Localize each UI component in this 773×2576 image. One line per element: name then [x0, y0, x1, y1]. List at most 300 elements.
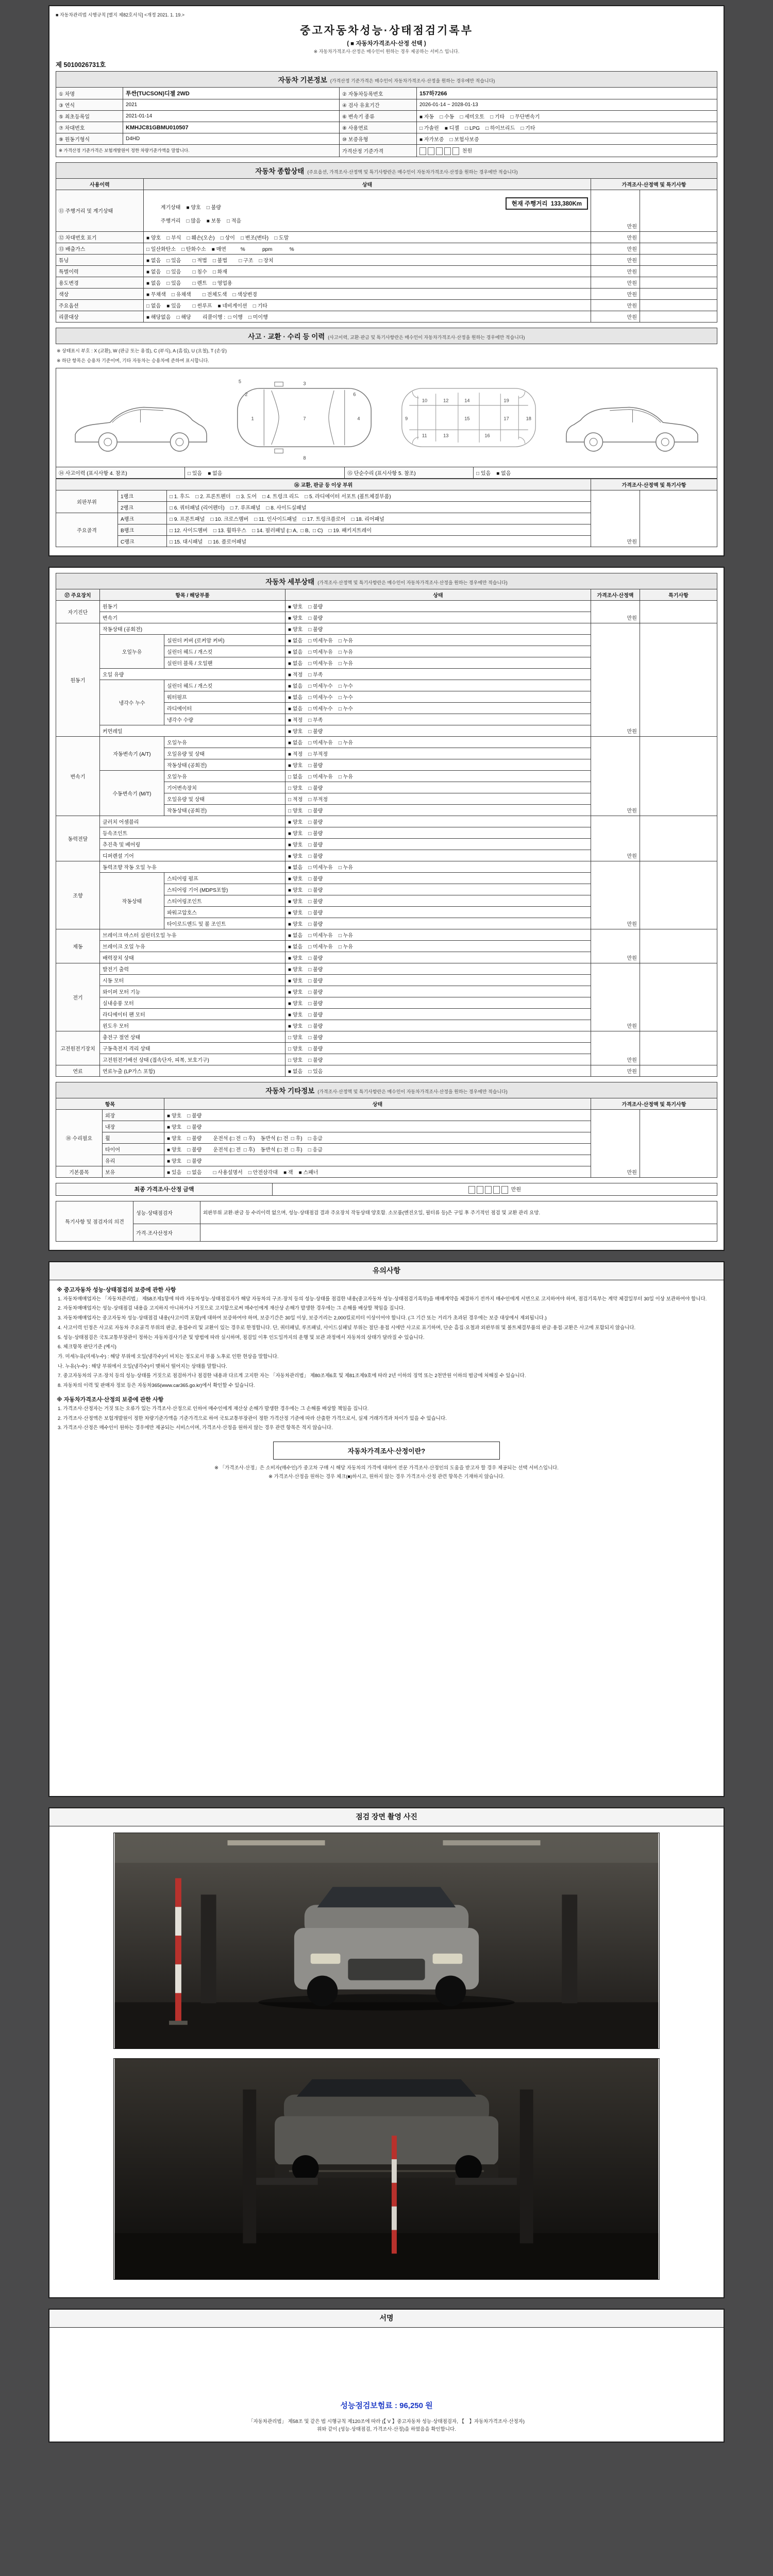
part-cell: 실린더 헤드 / 개스킷 — [164, 680, 285, 691]
state-cell: □ 양호 □ 불량 — [285, 782, 591, 793]
group-cell: 자기진단 — [56, 600, 100, 623]
col-item: 항목 / 해당부품 — [100, 589, 285, 600]
state-cell: □ 없음 □ 미세누유 □ 누유 — [285, 770, 591, 782]
table-row — [56, 1109, 717, 1121]
car-name-value: 투싼(TUCSON)디젤 2WD — [123, 88, 340, 99]
group-cell: 조향 — [56, 861, 100, 929]
price-survey-definition-text: ※ 가격조사·산정을 원하는 경우 체크(■)하시고, 원하지 않는 경우 가격조사·산정 관련 항목은 기재하지 않습니다. — [268, 1474, 505, 1480]
sub-item-cell: 수동변속기 (M/T) — [100, 770, 164, 816]
car-diagram-side-right — [557, 375, 709, 460]
price-cell: 만원 — [591, 190, 640, 231]
engine-type-value: D4HD — [123, 133, 340, 145]
col-price: 가격조사·산정액 및 특기사항 — [591, 1098, 717, 1109]
col-state: 상태 — [144, 178, 591, 190]
item-cell: 브레이크 마스터 실린더오일 누유 — [100, 929, 285, 940]
diagram-number: 13 — [443, 433, 449, 438]
price-cell: 만원 — [591, 816, 640, 861]
table-row — [56, 162, 717, 178]
price-cell: 만원 — [591, 623, 640, 736]
part-cell: 파워고압호스 — [164, 906, 285, 918]
section-note: (가격조사·산정액 및 특기사항란은 매수인이 자동차가격조사·산정을 원하는 경우에만 적습니다) — [317, 580, 508, 585]
diagram-number: 12 — [443, 398, 449, 403]
table-row — [56, 99, 717, 111]
state-cell: ■ 양호 □ 불량 — [285, 725, 591, 736]
state-cell: ■ 양호 □ 불량 — [285, 872, 591, 884]
price-cell: 만원 — [591, 929, 640, 963]
table-row — [56, 72, 717, 88]
item-cell: 클러치 어셈블리 — [100, 816, 285, 827]
price-cell: 만원 — [591, 277, 640, 288]
row-label-cell: 내장 — [103, 1121, 164, 1132]
state-cell: ■ 양호 □ 불량 — [285, 850, 591, 861]
floor — [114, 2233, 658, 2279]
section-title: 자동차 세부상태 — [265, 578, 315, 586]
note-cell — [640, 254, 717, 265]
part-cell: 라디에이터 — [164, 702, 285, 714]
digit-box — [419, 147, 426, 155]
item-cell: 연료누출 (LP가스 포함) — [100, 1065, 285, 1076]
table-row — [56, 231, 717, 243]
part-cell: 스티어링조인트 — [164, 895, 285, 906]
digit-box — [501, 1186, 508, 1194]
state-cell: ■ 양호 □ 불량 — [164, 1109, 591, 1121]
currency-unit: 천원 — [462, 148, 473, 154]
col-state: 상태 — [164, 1098, 591, 1109]
state-cell: ■ 적정 □ 부족 — [285, 714, 591, 725]
table-row — [56, 277, 717, 288]
table-row — [56, 265, 717, 277]
note-cell — [640, 861, 717, 929]
car-silhouette-raised — [256, 2079, 517, 2185]
part-cell: 작동상태 (공회전) — [164, 759, 285, 770]
section-title: 자동차 기본정보 — [278, 76, 327, 84]
diagram-number: 19 — [503, 398, 509, 403]
state-cell: □ 양호 □ 불량 — [285, 1031, 591, 1042]
section-note: (가격산정 기준가격은 매수인이 자동차가격조사·산정을 원하는 경우에만 적습니다) — [330, 78, 495, 83]
table-row — [56, 479, 717, 490]
price-cell: 만원 — [591, 231, 640, 243]
item-cell: 등속조인트 — [100, 827, 285, 838]
table-row — [56, 1031, 717, 1042]
group-cell: 원동기 — [56, 623, 100, 736]
group-cell: 연료 — [56, 1065, 100, 1076]
ceiling-light — [227, 1840, 325, 1845]
car-diagram-strip — [56, 368, 717, 467]
state-cell: ■ 양호 □ 불량 — [285, 827, 591, 838]
item-cell: 브레이크 오일 누유 — [100, 940, 285, 952]
state-cell: ■ 양호 □ 불량 — [285, 884, 591, 895]
item-cell: 커먼레일 — [100, 725, 285, 736]
state-cell: ■ 양호 □ 불량 — [285, 986, 591, 997]
doc-subnote: ※ 자동차가격조사·산정은 매수인이 원하는 경우 제공하는 서비스 입니다. — [313, 49, 460, 54]
state-cell: ■ 없음 □ 미세누수 □ 누수 — [285, 702, 591, 714]
opinion-head: 특기사항 및 점검자의 의견 — [56, 1201, 133, 1241]
state-cell: □ 없음 ■ 있음 □ 썬루프 ■ 네비게이션 □ 기타 — [144, 299, 591, 311]
section-title: 자동차 종합상태 — [255, 167, 305, 175]
state-cell: ■ 해당없음 □ 해당 리콜이행 : □ 이행 □ 미이행 — [144, 311, 591, 322]
row-label-cell: ⑪ 주행거리 및 계기상태 — [56, 190, 144, 231]
appraiser-label: 가격·조사산정자 — [133, 1224, 200, 1241]
main-frame-group: 주요골격 — [56, 513, 118, 547]
digit-box — [493, 1186, 500, 1194]
digit-box — [436, 147, 443, 155]
table-row — [56, 490, 717, 501]
section-note: (주요옵션, 가격조사·산정액 및 특기사항란은 매수인이 자동차가격조사·산정을 원하는 경우에만 적습니다) — [307, 169, 518, 175]
state-cell: ■ 양호 □ 불량 — [285, 974, 591, 986]
table-row — [56, 589, 717, 600]
item-cell: 작동상태 (공회전) — [100, 623, 285, 634]
table-row — [56, 573, 717, 589]
note-cell — [640, 190, 717, 231]
price-cell: 만원 — [591, 736, 640, 816]
rank-items: □ 9. 프론트패널 □ 10. 크로스멤버 □ 11. 인사이드패널 □ 17. 트렁크플로어 □ 18. 리어패널 — [167, 513, 591, 524]
overall-status-table — [56, 162, 717, 323]
state-cell: □ 양호 □ 불량 — [285, 804, 591, 816]
item-cell: 구동축전지 격리 상태 — [100, 1042, 285, 1054]
model-year-value: 2021 — [123, 99, 340, 111]
state-cell: ■ 양호 □ 불량 — [285, 623, 591, 634]
table-row — [56, 178, 717, 190]
diagram-number: 7 — [303, 416, 306, 421]
state-cell: ■ 양호 □ 불량 — [285, 895, 591, 906]
part-cell: 타이로드엔드 및 볼 조인트 — [164, 918, 285, 929]
notice-item: 3. 가격조사·산정은 매수인이 원하는 경우에만 제공되는 서비스이며, 가격조사·산정을 원하지 않는 경우 관련 항목은 적지 않습니다. — [58, 1425, 333, 1431]
state-cell: ■ 양호 □ 불량 — [285, 906, 591, 918]
table-row — [56, 929, 717, 940]
state-cell: □ 양호 □ 불량 — [285, 1042, 591, 1054]
field-label: ⑤ 최초등록일 — [56, 111, 123, 122]
state-cell: ■ 양호 □ 불량 — [164, 1155, 591, 1166]
col-item: 항목 — [56, 1098, 164, 1109]
section-overall-header — [56, 162, 717, 178]
note-cell — [640, 288, 717, 299]
sub-item-cell: 냉각수 누수 — [100, 680, 164, 725]
digit-box — [452, 147, 459, 155]
digit-box — [477, 1186, 483, 1194]
state-cell: ■ 없음 □ 있음 — [285, 1065, 591, 1076]
state-cell: ■ 없음 □ 있음 □ 렌트 □ 영업용 — [144, 277, 591, 288]
note-cell — [640, 265, 717, 277]
row-label-cell: 리콜대상 — [56, 311, 144, 322]
notice-item: 5. 성능·상태점검은 국토교통부장관이 정하는 자동차검사기준 및 방법에 따라 실시하며, 점검일 이후 인도일까지의 운행 및 보관 과정에서 자동차의 상태가 달라질 수 있습니다. — [58, 1334, 425, 1341]
note-cell — [640, 299, 717, 311]
field-label: ④ 검사 유효기간 — [340, 99, 417, 111]
state-cell: ■ 없음 □ 있음 □ 적법 □ 불법 □ 구조 □ 장치 — [144, 254, 591, 265]
state-cell: ■ 양호 □ 불량 — [285, 838, 591, 850]
table-row — [56, 1082, 717, 1098]
note-cell — [640, 623, 717, 736]
table-row — [56, 88, 717, 99]
note-cell — [640, 311, 717, 322]
inspector-label: 성능·상태점검자 — [133, 1201, 200, 1224]
price-cell: 만원 — [591, 299, 640, 311]
notice-item: 4. 사고이력 인정은 사고로 자동차 주요골격 부위의 판금, 용접수리 및 교환이 있는 경우로 한정합니다. 단, 쿼터패널, 루프패널, 사이드실패널 부위는 절단·용접 시에만 사고로 표기하며, 단순 흠집·요철과 외판부위 및 볼트체결부품의 판금·용접·교환은 사고에 포함되지 않습니다. — [58, 1325, 636, 1331]
notice-item: 가. 미세누유(미세누수) : 해당 부위에 오일(냉각수)이 비치는 정도로서 부품 노후로 인한 현상을 말합니다. — [58, 1354, 279, 1360]
photos-title: 점검 장면 촬영 사진 — [49, 1808, 724, 1826]
group-cell: 제동 — [56, 929, 100, 963]
item-cell: 시동 모터 — [100, 974, 285, 986]
state-cell: ■ 적정 □ 부족 — [285, 668, 591, 680]
base-price-value — [417, 145, 717, 157]
row-label-cell: 타이어 — [103, 1143, 164, 1155]
part-cell: 냉각수 수량 — [164, 714, 285, 725]
table-row — [56, 111, 717, 122]
item-cell: 라디에이터 팬 모터 — [100, 1008, 285, 1020]
photo-wrap — [56, 1833, 717, 2280]
part-cell: 오일누유 — [164, 770, 285, 782]
item-cell: 변속기 — [100, 612, 285, 623]
col-usage: 사용이력 — [56, 178, 144, 190]
state-cell: ■ 양호 □ 부식 □ 훼손(오손) □ 상이 □ 변조(변타) □ 도말 — [144, 231, 591, 243]
inspection-photo-front — [113, 1833, 660, 2049]
notice-item: 2. 가격조사·산정액은 보험개발원이 정한 차량기준가액을 기준가격으로 하여 국토교통부장관이 정한 가격산정 기준에 따라 산출한 가격으로서, 실제 거래가격과 차이가 있을 수 있습니다. — [58, 1415, 447, 1421]
state-cell: ■ 양호 □ 불량 — [285, 997, 591, 1008]
field-label: ⑥ 변속기 종류 — [340, 111, 417, 122]
price-cell: 만원 — [591, 490, 640, 547]
state-cell: □ 양호 □ 불량 — [285, 1054, 591, 1065]
price-cell: 만원 — [591, 600, 640, 623]
part-cell: 실린더 커버 (로커암 커버) — [164, 634, 285, 646]
state-cell — [144, 190, 591, 231]
sub-item-cell: 오일누유 — [100, 634, 164, 668]
part-cell: 실린더 헤드 / 개스킷 — [164, 646, 285, 657]
sub-item-cell: 작동상태 — [100, 872, 164, 929]
table-row — [56, 1098, 717, 1109]
sub-item-cell: 자동변속기 (A/T) — [100, 736, 164, 770]
field-label: ⑧ 사용연료 — [340, 122, 417, 133]
item-cell: 동력조향 작동 오일 누유 — [100, 861, 285, 872]
part-cell: 오일누유 — [164, 736, 285, 748]
lift-arm — [455, 2178, 516, 2185]
car-diagram-side-left — [64, 375, 216, 460]
table-row — [56, 190, 717, 231]
row-label-cell: 유리 — [103, 1155, 164, 1166]
panel-notice — [48, 1261, 725, 1797]
inspection-photo-underbody — [113, 2058, 660, 2280]
ceiling-light — [443, 1840, 540, 1845]
note-cell — [640, 963, 717, 1031]
part-cell: 오일유량 및 상태 — [164, 748, 285, 759]
simple-repair-value: □ 있음 ■ 없음 — [474, 467, 717, 478]
inspector-opinion-text: 외판부위 교환·판금 등 수리이력 없으며, 성능·상태점검 결과 주요장치 작동상태 양호함. 소모품(엔진오일, 필터류 등)은 구입 후 주기적인 점검 및 교환 관리 요망. — [200, 1201, 717, 1224]
row-label-cell: ⑬ 배출가스 — [56, 243, 144, 254]
basic-items-group: 기본품목 — [56, 1166, 103, 1177]
item-cell: 추진축 및 베어링 — [100, 838, 285, 850]
item-cell: 실내송풍 모터 — [100, 997, 285, 1008]
section-basic-header — [56, 72, 717, 88]
table-row — [56, 467, 717, 478]
notice-item: 7. 중고자동차의 구조·장치 등의 성능·상태를 거짓으로 점검하거나 점검한 내용과 다르게 고지한 자는 「자동차관리법」 제80조제6호 및 제81조제9호에 따라 2년 이하의 징역 또는 2천만원 이하의 벌금에 처해질 수 있습니다. — [58, 1373, 526, 1379]
price-cell: 만원 — [591, 311, 640, 322]
state-cell: ■ 없음 □ 미세누유 □ 누유 — [285, 929, 591, 940]
note-cell — [640, 929, 717, 963]
item-cell: 원동기 — [100, 600, 285, 612]
note-cell — [640, 816, 717, 861]
state-cell: ■ 없음 □ 미세누유 □ 누유 — [285, 940, 591, 952]
signature-space — [56, 2333, 717, 2395]
state-cell: ■ 없음 □ 미세누유 □ 누유 — [285, 646, 591, 657]
state-cell: □ 적정 □ 부적정 — [285, 793, 591, 804]
first-registration-value: 2021-01-14 — [123, 111, 340, 122]
inspection-insurance-fee: 성능점검보험료 : 96,250 원 — [340, 2401, 433, 2410]
final-price-value — [273, 1183, 717, 1195]
state-cell: ■ 양호 □ 불량 — [285, 952, 591, 963]
field-label: 가격산정 기준가격 — [340, 145, 417, 157]
notice-item: 2. 자동차매매업자는 성능·상태점검 내용을 고지하지 아니하거나 거짓으로 고지함으로써 매수인에게 재산상 손해가 발생한 경우에는 그 손해를 배상할 책임을 집니다. — [58, 1306, 405, 1312]
table-row — [56, 133, 717, 145]
field-label: ③ 연식 — [56, 99, 123, 111]
state-cell: ■ 무채색 □ 유채색 □ 전체도색 □ 색상변경 — [144, 288, 591, 299]
row-label-cell: 외장 — [103, 1109, 164, 1121]
part-cell: 스티어링 펌프 — [164, 872, 285, 884]
measuring-pole — [392, 2136, 397, 2253]
price-cell: 만원 — [591, 963, 640, 1031]
repair-need-group: ⑱ 수리필요 — [56, 1109, 103, 1166]
state-cell: ■ 적정 □ 부적정 — [285, 748, 591, 759]
section-title: 사고 · 교환 · 수리 등 이력 — [248, 332, 325, 341]
item-cell: 발전기 출력 — [100, 963, 285, 974]
state-cell: ■ 없음 □ 있음 □ 침수 □ 화재 — [144, 265, 591, 277]
state-cell: ■ 양호 □ 불량 — [285, 963, 591, 974]
row-label-cell: ⑫ 차대번호 표기 — [56, 231, 144, 243]
diagram-number: 6 — [353, 392, 356, 397]
note-cell — [640, 243, 717, 254]
table-row — [56, 1065, 717, 1076]
table-row — [56, 254, 717, 265]
price-cell: 만원 — [591, 1031, 640, 1065]
digit-box — [485, 1186, 492, 1194]
section-title: 자동차 기타정보 — [265, 1087, 315, 1095]
opinion-table — [56, 1201, 717, 1242]
notice-item: 6. 체크항목 판단기준 (예시) — [58, 1344, 116, 1350]
notice-subheading: ※ 중고자동차 성능·상태점검의 보증에 관한 사항 — [57, 1286, 176, 1293]
section-detail-header — [56, 573, 717, 589]
note-cell — [640, 490, 717, 547]
state-cell: ■ 있음 □ 없음 □ 사용설명서 □ 안전삼각대 ■ 잭 ■ 스패너 — [164, 1166, 591, 1177]
section-accident-header — [56, 328, 717, 344]
digit-box — [468, 1186, 475, 1194]
transmission-checkboxes: ■ 자동 □ 수동 □ 세미오토 □ 기타 □ 무단변속기 — [417, 111, 717, 122]
rank-label: C랭크 — [118, 535, 167, 547]
doc-subtitle: ( ■ 자동차가격조사·산정 선택 ) — [347, 41, 426, 47]
field-label: ⑨ 원동기형식 — [56, 133, 123, 145]
lift-post — [201, 1894, 216, 2003]
price-cell: 만원 — [591, 254, 640, 265]
table-row — [56, 623, 717, 634]
group-cell: 변속기 — [56, 736, 100, 816]
final-price-label: 최종 가격조사·산정 금액 — [56, 1183, 273, 1195]
table-row — [56, 299, 717, 311]
car-diagram-frame-view — [393, 372, 545, 463]
price-cell: 만원 — [591, 1065, 640, 1076]
accident-history-value: □ 있음 ■ 없음 — [185, 467, 345, 478]
diagram-number: 2 — [245, 392, 248, 397]
note-cell — [640, 600, 717, 623]
group-cell: 동력전달 — [56, 816, 100, 861]
state-cell: ■ 양호 □ 불량 — [285, 600, 591, 612]
state-cell: ■ 없음 □ 미세누수 □ 누수 — [285, 691, 591, 702]
col-price: 가격조사·산정액 및 특기사항 — [591, 178, 717, 190]
rank-label: 1랭크 — [118, 490, 167, 501]
price-cell: 만원 — [591, 243, 640, 254]
diagram-number: 16 — [484, 433, 490, 438]
section-note: (가격조사·산정액 및 특기사항란은 매수인이 자동차가격조사·산정을 원하는 경우에만 적습니다) — [317, 1089, 508, 1094]
diagram-number: 11 — [422, 433, 427, 438]
price-survey-definition-box: 자동차가격조사·산정이란? — [273, 1442, 500, 1460]
form-reference: ■ 자동차관리법 시행규칙 [별지 제82호서식] <개정 2021. 1. 19.> — [56, 12, 184, 18]
row-label-cell: 색상 — [56, 288, 144, 299]
rank-items: □ 6. 쿼터패널 (리어펜더) □ 7. 루프패널 □ 8. 사이드실패널 — [167, 501, 591, 513]
table-row — [56, 243, 717, 254]
notice-subheading: ※ 자동차가격조사·산정의 보증에 관한 사항 — [57, 1396, 164, 1403]
field-label: ⑦ 차대번호 — [56, 122, 123, 133]
table-row — [56, 861, 717, 872]
state-cell: ■ 양호 □ 불량 — [285, 612, 591, 623]
appraiser-opinion-text — [200, 1224, 717, 1241]
plate-number-value: 157하7266 — [417, 88, 717, 99]
panel-photos — [48, 1807, 725, 2298]
notice-item: 8. 자동차의 이력 및 판매자 정보 등은 자동차365(www.car365.go.kr)에서 확인할 수 있습니다. — [58, 1383, 255, 1389]
lift-post — [243, 2089, 256, 2243]
table-row — [56, 736, 717, 748]
note-cell — [640, 1065, 717, 1076]
notice-item: 나. 누유(누수) : 해당 부위에서 오일(냉각수)이 맺혀서 떨어지는 상태를 말합니다. — [58, 1363, 227, 1369]
currency-unit: 만원 — [511, 1187, 522, 1193]
car-type-legend: ※ 하단 항목은 승용차 기준이며, 기타 자동차는 승용차에 준하여 표시합니다. — [57, 358, 209, 363]
doc-title: 중고자동차성능·상태점검기록부 — [300, 25, 473, 37]
section-etc-header — [56, 1082, 717, 1098]
vin-value: KMHJC81GBMU010507 — [123, 122, 340, 133]
accident-history-label: ⑭ 사고이력 (표시사항 4. 참조) — [56, 467, 185, 478]
ceiling — [115, 1833, 659, 1863]
field-label: ⑩ 보증유형 — [340, 133, 417, 145]
table-row — [56, 328, 717, 344]
table-row — [56, 1224, 717, 1241]
warranty-checkboxes: ■ 자가보증 □ 보험사보증 — [417, 133, 717, 145]
base-price-note: ※ 가격산정 기준가격은 보험개발원이 정한 차량기준가액을 말합니다. — [56, 145, 340, 157]
state-cell: ■ 양호 □ 불량 운전석 (□ 전 □ 후) 동반석 (□ 전 □ 후) □ 응급 — [164, 1143, 591, 1155]
current-mileage-box: 현재 주행거리 133,380Km — [506, 197, 588, 210]
group-cell: 고전원전기장치 — [56, 1031, 100, 1065]
lift-post — [520, 2089, 533, 2243]
field-label: ① 차명 — [56, 88, 123, 99]
panel-detail-form — [48, 567, 725, 1251]
note-cell — [640, 1109, 717, 1177]
diagram-number: 1 — [251, 416, 254, 421]
table-row — [56, 816, 717, 827]
diagram-number: 4 — [357, 416, 360, 421]
row-label-cell: 용도변경 — [56, 277, 144, 288]
part-cell: 기어변속장치 — [164, 782, 285, 793]
state-cell: ■ 양호 □ 불량 — [285, 918, 591, 929]
fuel-checkboxes: □ 가솔린 ■ 디젤 □ LPG □ 하이브리드 □ 기타 — [417, 122, 717, 133]
item-cell: 디퍼렌셜 기어 — [100, 850, 285, 861]
rank-items: □ 12. 사이드멤버 □ 13. 휠하우스 □ 14. 필러패널 (□ A, □ B, □ C) □ 19. 패키지트레이 — [167, 524, 591, 535]
digit-box — [444, 147, 451, 155]
diagram-number: 15 — [464, 416, 470, 421]
note-cell — [640, 736, 717, 816]
notice-item: 1. 가격조사·산정자는 거짓 또는 오류가 있는 가격조사·산정으로 인하여 매수인에게 재산상 손해가 발생한 경우에는 그 손해를 배상할 책임을 집니다. — [58, 1405, 369, 1412]
diagram-number: 8 — [303, 455, 306, 461]
price-cell: 만원 — [591, 288, 640, 299]
table-row — [56, 600, 717, 612]
group-cell: 전기 — [56, 963, 100, 1031]
notice-title: 유의사항 — [49, 1262, 724, 1280]
diagram-number: 14 — [464, 398, 470, 403]
price-cell: 만원 — [591, 861, 640, 929]
state-cell: ■ 양호 □ 불량 — [164, 1121, 591, 1132]
state-code-legend: ※ 상태표시 부호 : X (교환), W (판금 또는 용접), C (부식), A (흠집), U (요철), T (손상) — [57, 348, 227, 353]
